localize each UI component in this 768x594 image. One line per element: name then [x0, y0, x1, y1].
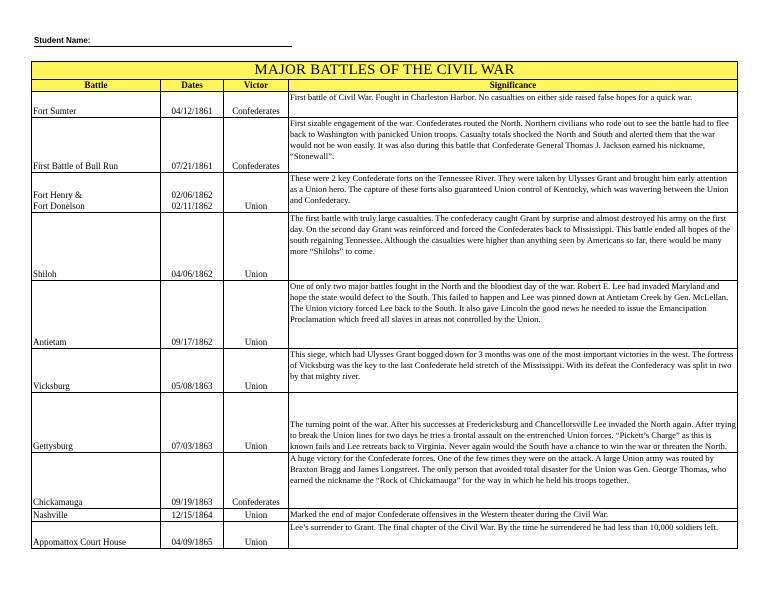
victor-cell: Confederates	[224, 118, 289, 173]
dates-cell: 07/21/1861	[161, 118, 224, 173]
battle-cell: Shiloh	[32, 213, 161, 281]
victor-cell: Union	[224, 349, 289, 393]
victor-cell: Union	[224, 213, 289, 281]
significance-cell: First battle of Civil War. Fought in Charleston Harbor. No casualties on either side raised false hopes for a quick war.	[289, 92, 738, 118]
table-row	[32, 92, 738, 118]
significance-cell: A huge victory for the Confederate forces. One of the few times they were on the attack. A large Union army was routed by Braxton Bragg and James Longstreet. The only person that avoided total disaster for the Union was Gen. George Thomas, who earned the nickname the “Rock of Chickamauga” for the way in which he held his troops together.	[289, 453, 738, 509]
battle-cell: Nashville	[32, 509, 161, 522]
victor-cell: Union	[224, 281, 289, 349]
table-row	[32, 522, 738, 549]
dates-cell: 12/15/1864	[161, 509, 224, 522]
dates-cell: 09/17/1862	[161, 281, 224, 349]
victor-cell: Union	[224, 509, 289, 522]
significance-cell: This siege, which had Ulysses Grant bogged down for 3 months was one of the most important victories in the west. The fortress of Vicksburg was the key to the last Confederate held stretch of the Mississippi. With its defeat the Confederacy was split in two by that mighty river.	[289, 349, 738, 393]
significance-cell: Lee’s surrender to Grant. The final chapter of the Civil War. By the time he surrendered he had less than 10,000 soldiers left.	[289, 522, 738, 549]
battle-cell: Chickamauga	[32, 453, 161, 509]
victor-cell: Confederates	[224, 453, 289, 509]
battle-cell: Fort Sumter	[32, 92, 161, 118]
battle-cell: Antietam	[32, 281, 161, 349]
significance-cell: One of only two major battles fought in the North and the bloodiest day of the war. Robert E. Lee had invaded Maryland and hope the state would defect to the South. This failed to happen and Lee was pinned down at Antietam Creek by Gen. McLellan. The Union victory forced Lee back to the South. It also gave Lincoln the good news he needed to issue the Emancipation Proclamation which freed all slaves in areas not controlled by the Union.	[289, 281, 738, 349]
victor-cell: Union	[224, 393, 289, 453]
significance-cell: The turning point of the war. After his successes at Fredericksburg and Chancellorsville Lee invaded the North again. After trying to break the Union lines for two days he tries a frontal assault on the entrenched Union forces. “Pickett’s Charge” as this is known fails and Lee retreats back to Virginia. Never again would the South have a chance to win the war or threaten the North.	[289, 393, 738, 453]
battle-cell: Vicksburg	[32, 349, 161, 393]
column-header-significance: Significance	[289, 80, 738, 92]
dates-cell: 07/03/1863	[161, 393, 224, 453]
table-row	[32, 281, 738, 349]
column-header-dates: Dates	[161, 80, 224, 92]
column-header-victor: Victor	[224, 80, 289, 92]
dates-cell	[161, 173, 224, 213]
table-row	[32, 213, 738, 281]
battles-table	[31, 61, 738, 549]
battle-cell: Appomattox Court House	[32, 522, 161, 549]
dates-cell: 04/09/1865	[161, 522, 224, 549]
victor-cell: Union	[224, 522, 289, 549]
battle-cell: First Battle of Bull Run	[32, 118, 161, 173]
table-row	[32, 393, 738, 453]
battle-name-line2: Fort Donelson	[33, 201, 85, 211]
table-row	[32, 349, 738, 393]
table-row	[32, 509, 738, 522]
victor-cell: Union	[224, 173, 289, 213]
date-line2: 02/11/1862	[171, 201, 213, 211]
victor-cell: Confederates	[224, 92, 289, 118]
table-row	[32, 173, 738, 213]
significance-cell: Marked the end of major Confederate offensives in the Western theater during the Civil War.	[289, 509, 738, 522]
battle-cell	[32, 173, 161, 213]
table-row	[32, 453, 738, 509]
table-title: MAJOR BATTLES OF THE CIVIL WAR	[32, 62, 738, 80]
student-name-label: Student Name:	[34, 36, 91, 45]
significance-cell: The first battle with truly large casualties. The confederacy caught Grant by surprise and almost destroyed his army on the first day. On the second day Grant was reinforced and forced the Confederates back to Mississippi. This battle ended all hopes of the south regaining Tennessee. Although the casualties were higher than anything seen by Americans so far, there would be many more “Shilohs” to come.	[289, 213, 738, 281]
date-line1: 02/06/1862	[171, 190, 213, 200]
dates-cell: 05/08/1863	[161, 349, 224, 393]
significance-cell: These were 2 key Confederate forts on the Tennessee River. They were taken by Ulysses Grant and brought him early attention as a Union hero. The capture of these forts also guaranteed Union control of Kentucky, which was wavering between the Union and Confederacy.	[289, 173, 738, 213]
student-name-field[interactable]	[34, 46, 292, 47]
battle-name-line1: Fort Henry &	[33, 190, 82, 200]
table-row	[32, 118, 738, 173]
dates-cell: 04/12/1861	[161, 92, 224, 118]
column-header-battle: Battle	[32, 80, 161, 92]
significance-cell: First sizable engagement of the war. Confederates routed the North. Northern civilians who rode out to see the battle had to flee back to Washington with panicked Union troops. Casualty totals shocked the North and South and alerted them that the war would not be won easily. It was also during this battle that Confederate General Thomas J. Jackson earned his nickname, “Stonewall”.	[289, 118, 738, 173]
dates-cell: 04/06/1862	[161, 213, 224, 281]
battle-cell: Gettysburg	[32, 393, 161, 453]
dates-cell: 09/19/1863	[161, 453, 224, 509]
